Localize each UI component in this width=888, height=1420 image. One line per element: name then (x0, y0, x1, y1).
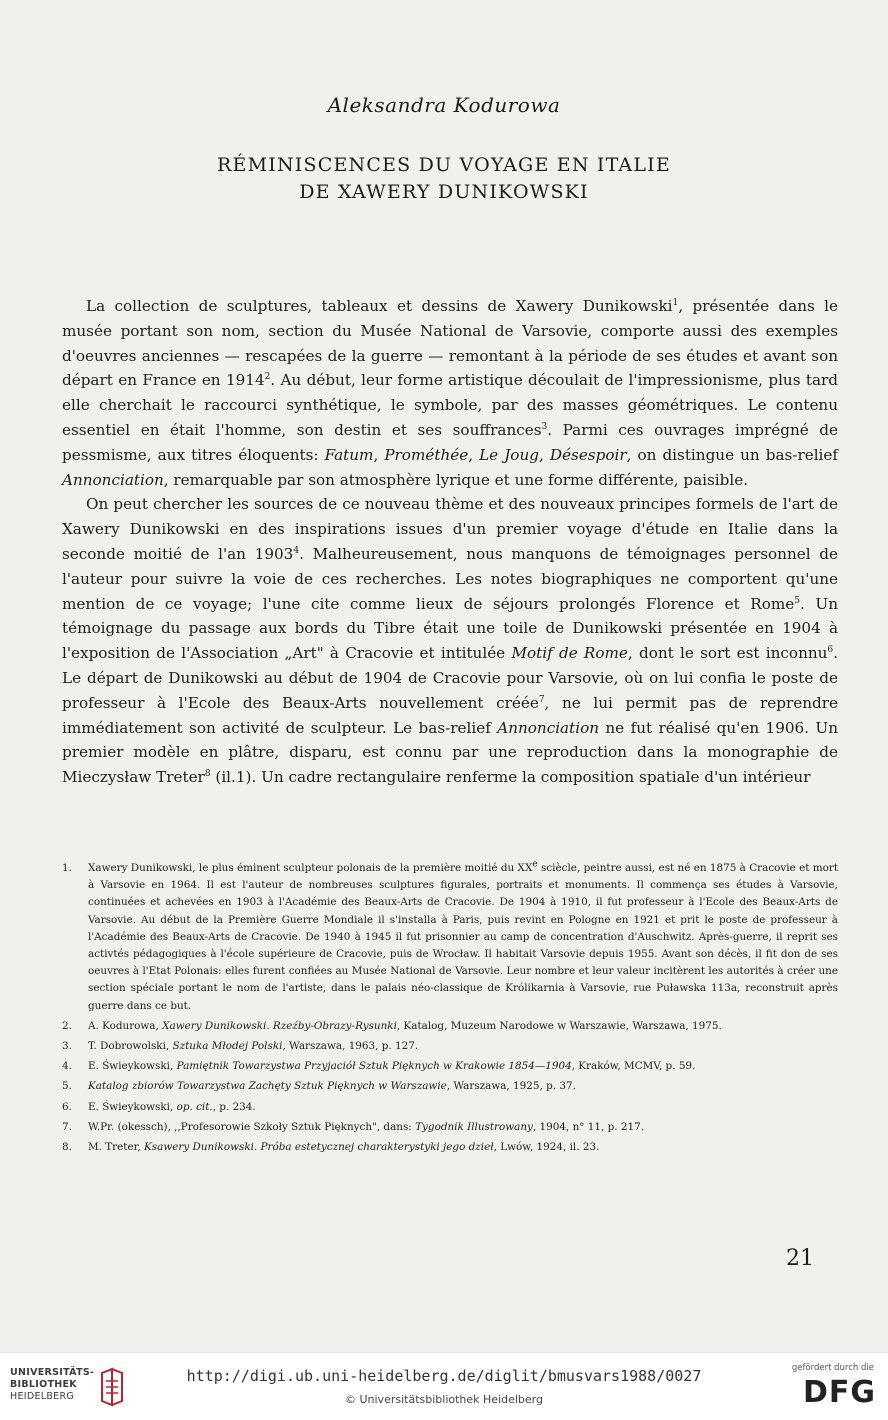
footnote-title: Katalog zbiorów Towarzystwa Zachęty Sztuk Pięknych w Warszawie (88, 1080, 447, 1093)
footnote-number: 3. (62, 1040, 72, 1053)
footnote-title: Tygodnik Illustrowany (415, 1120, 533, 1133)
footnote-title: Ksawery Dunikowski. Próba estetycznej charakterystyki jego dzieł (144, 1141, 494, 1154)
footnote-number: 7. (62, 1120, 72, 1133)
footnote-number: 6. (62, 1100, 72, 1113)
footnote-text: Xawery Dunikowski, le plus éminent sculpteur polonais de la première moitié du XX (88, 862, 533, 874)
library-line-3: HEIDELBERG (10, 1391, 75, 1402)
text-run: . Au début, leur forme artistique découlait de l'impressionisme, plus tard elle cherchait le raccourci synthétique, le symbole, par des masses géométriques. Le contenu essentiel en était l'homme, son destin et ses souffrances (62, 371, 838, 439)
footnote-text: M. Treter, (88, 1141, 145, 1154)
library-line-1: UNIVERSITÄTS- (10, 1367, 95, 1378)
footnote-number: 8. (62, 1141, 72, 1154)
text-run: , (468, 445, 480, 464)
footnote-ref: 5 (794, 595, 800, 606)
footnote-ref: 7 (538, 694, 545, 705)
footnote-text: , Kraków, MCMV, p. 59. (571, 1060, 696, 1073)
footnote-text: , Warszawa, 1963, p. 127. (282, 1040, 419, 1053)
footnote-text: , Katalog, Muzeum Narodowe w Warszawie, Warszawa, 1975. (396, 1019, 722, 1032)
footnote-4 (62, 1058, 838, 1075)
title-line-1: RÉMINISCENCES DU VOYAGE EN ITALIE (217, 154, 671, 176)
article-body (62, 294, 838, 790)
footnote-5 (62, 1078, 838, 1095)
text-run: , ne lui permit pas de reprendre immédiatement son activité de sculpteur. Le bas-relief (62, 693, 838, 737)
text-run: , présentée dans le musée portant son nom, section du Musée National de Varsovie, comporte aussi des exemples d'oeuvres anciennes — rescapées de la guerre — remontant à la période de ses études et avant son départ en France en 1914 (62, 297, 839, 390)
footnote-7 (62, 1119, 838, 1136)
text-run: . Malheureusement, nous manquons de témoignages personnel de l'auteur pour suivre la voie de ces recherches. Les notes biographiques ne comportent qu'une mention de ce voyage; l'une cite comme lieux de séjours prolongés Florence et Rome (62, 544, 838, 613)
footnote-number: 2. (62, 1019, 72, 1032)
footnote-8 (62, 1139, 838, 1156)
text-run: , (538, 445, 550, 464)
text-run: . Le départ de Dunikowski au début de 1904 de Cracovie pour Varsovie, où on lui confia le poste de professeur à l'Ecole des Beaux-Arts nouvellement créée (62, 644, 838, 712)
work-title: Annonciation (62, 470, 164, 489)
footnote-2 (62, 1018, 838, 1035)
title-line-2: DE XAWERY DUNIKOWSKI (299, 181, 589, 203)
work-title: Prométhée (384, 445, 469, 464)
footnote-6 (62, 1099, 838, 1116)
footnote-text: E. Świeykowski, (88, 1100, 177, 1113)
footnote-3 (62, 1038, 838, 1055)
footnote-ref: 2 (264, 372, 271, 383)
work-title: Motif de Rome (511, 644, 628, 663)
footnote-text: , 1904, n° 11, p. 217. (532, 1120, 645, 1133)
footnote-title: op. cit. (176, 1100, 213, 1113)
work-title: Fatum (324, 445, 374, 464)
footnote-text: E. Świeykowski, (88, 1060, 177, 1073)
footnote-number: 4. (62, 1060, 72, 1073)
page-number: 21 (786, 1246, 814, 1271)
text-run: On peut chercher les sources de ce nouveau thème et des nouveaux principes formels de l'art de Xawery Dunikowski en des inspirations issues d'un premier voyage d'étude en Italie dans la seconde moitié de l'an 1903 (62, 495, 838, 563)
article-title (0, 152, 888, 206)
text-run: ne fut réalisé qu'en 1906. Un premier modèle en plâtre, disparu, est connu par une reproduction dans la monographie de Mieczysław Treter (62, 718, 838, 787)
footnotes (62, 860, 838, 1156)
text-run: , on distingue un bas-relief (626, 445, 839, 464)
text-run: , dont le sort est inconnu (627, 644, 828, 663)
footnote-title: Xawery Dunikowski. Rzeźby-Obrazy-Rysunki (162, 1019, 397, 1032)
footnote-1 (62, 860, 838, 1015)
footnote-text: W.Pr. (okessch), ,,Profesorowie Szkoły Sztuk Pięknych", dans: (88, 1120, 416, 1133)
paragraph-1 (62, 294, 838, 492)
footnote-text: A. Kodurowa, (88, 1019, 163, 1032)
work-title: Le Joug (479, 445, 539, 464)
footnote-ref: 6 (827, 645, 834, 656)
footnote-ref: 8 (204, 769, 211, 780)
superscript: e (532, 859, 538, 870)
work-title: Désespoir (549, 445, 627, 464)
footnote-text: sciècle, peintre aussi, est né en 1875 à Cracovie et mort à Varsovie en 1964. Il est l'auteur de nombreuses sculptures figurales, portraits et monuments. Il commença ses études à Varsovie, continuées et achevées en 1903 à l'Académie des Beaux-Arts de Cracovie. De 1904 à 1910, il fut professeur à l'Ecole des Beaux-Arts de Varsovie. Au début de la Première Guerre Mondiale il s'installa à Paris, puis revint en Pologne en 1921 et prit le poste de professeur à l'Académie des Beaux-Arts de Cracovie. De 1940 à 1945 il fut prisonnier au camp de concentration d'Auschwitz. Après-guerre, il reprit ses activtés pédagogiques à l'école supérieure de Cracovie, puis de Wrocław. Il habitait Varsovie depuis 1955. Avant son décès, il fit don de ses oeuvres à l'Etat Polonais: elles furent confiées au Musée National de Varsovie. Leur nombre et leur valeur incitèrent les autorités à créer une section spéciale portant le nom de l'artiste, dans le palais néo-classique de Królikarnia à Varsovie, rue Puławska 113a, reconstruit après guerre dans ce but. (88, 862, 838, 1012)
paragraph-2 (62, 492, 838, 790)
library-line-2: BIBLIOTHEK (10, 1379, 77, 1390)
dfg-logo[interactable]: DFG (802, 1375, 876, 1410)
work-title: Annonciation (497, 718, 599, 737)
footnote-text: , Warszawa, 1925, p. 37. (446, 1080, 576, 1093)
footnote-text: , p. 234. (212, 1100, 256, 1113)
funding-label: gefördert durch die (791, 1363, 874, 1373)
text-run: La collection de sculptures, tableaux et dessins de Xawery Dunikowski (86, 297, 673, 315)
footnote-ref: 1 (672, 297, 679, 308)
footnote-ref: 3 (541, 421, 548, 432)
text-run: , remarquable par son atmosphère lyrique et une forme différente, paisible. (163, 470, 749, 489)
footnote-text: , Lwów, 1924, il. 23. (493, 1141, 600, 1154)
text-run: (il.1). Un cadre rectangulaire renferme la composition spatiale d'un intérieur (210, 768, 811, 787)
permalink-url[interactable]: http://digi.ub.uni-heidelberg.de/diglit/bmusvars1988/0027 (186, 1367, 702, 1385)
digital-library-footer (0, 1352, 888, 1420)
footnote-ref: 4 (293, 545, 300, 556)
footnote-number: 1. (62, 862, 72, 874)
footnote-title: Sztuka Młodej Polski (172, 1040, 283, 1053)
text-run: , (373, 445, 385, 464)
footnote-title: Pamiętnik Towarzystwa Przyjaciół Sztuk Pięknych w Krakowie 1854—1904 (176, 1060, 572, 1073)
text-run: . Parmi ces ouvrages imprégné de pessmisme, aux titres éloquents: (62, 420, 838, 464)
copyright-notice: © Universitätsbibliothek Heidelberg (344, 1393, 543, 1406)
text-run: . Un témoignage du passage aux bords du Tibre était une toile de Dunikowski présentée en 1904 à l'exposition de l'Association „Art" à Cracovie et intitulée (62, 594, 838, 663)
author-name: Aleksandra Kodurowa (327, 93, 561, 117)
footnote-text: T. Dobrowolski, (88, 1040, 173, 1053)
footnote-number: 5. (62, 1080, 72, 1093)
